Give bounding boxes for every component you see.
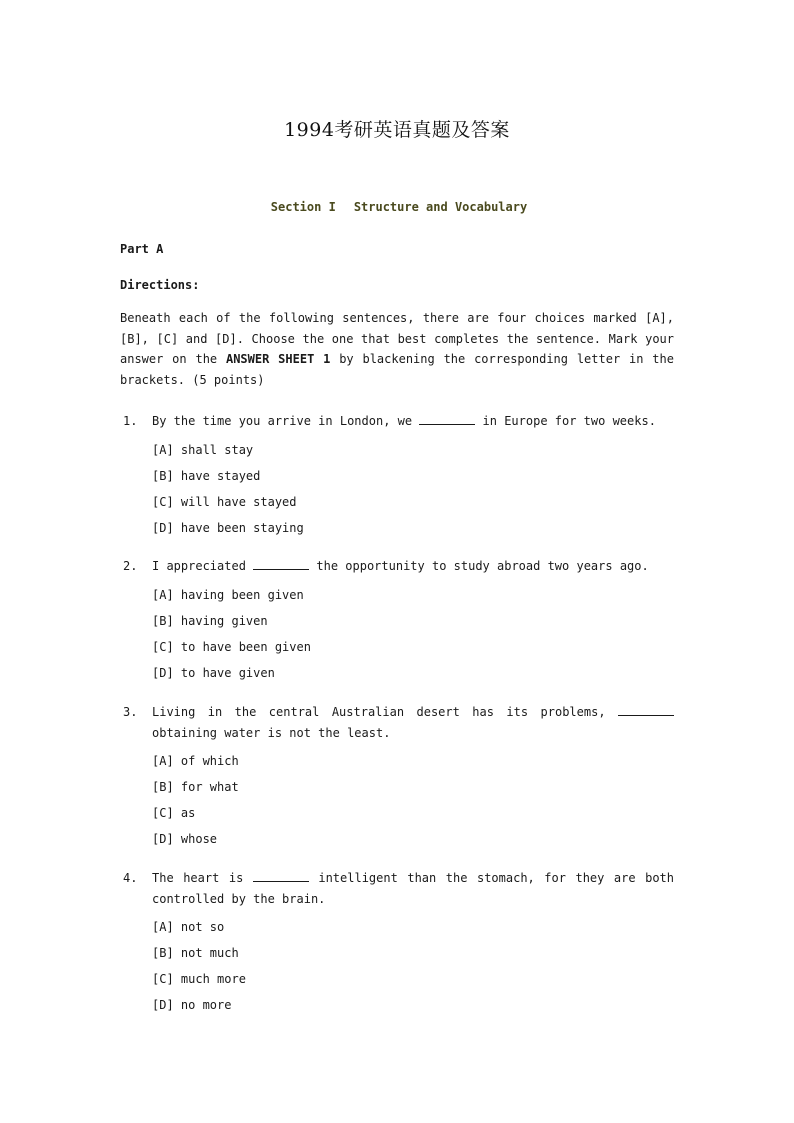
section-label: Section I — [270, 200, 336, 214]
choice-c: [C] will have stayed — [152, 494, 297, 509]
choice-a: [A] having been given — [152, 587, 304, 602]
answer-blank — [618, 704, 674, 716]
stem-text: the opportunity to study abroad two years ago. — [309, 559, 649, 573]
stem-text: By the time you arrive in London, we — [152, 414, 420, 428]
answer-blank — [253, 870, 309, 882]
answer-blank — [253, 558, 309, 570]
section-name: Structure and Vocabulary — [353, 200, 528, 214]
choice-b: [B] have stayed — [152, 468, 261, 483]
stem-text: intelligent than the stomach, for they are both controlled by the brain. — [152, 871, 675, 906]
stem-text: Living in the central Australian desert has its problems, — [152, 705, 618, 719]
choice-a: [A] of which — [152, 754, 239, 769]
directions-text-after: by blackening the corresponding letter in the brackets. (5 points) — [120, 352, 674, 387]
choice-a: [A] not so — [152, 920, 225, 935]
question-stem — [152, 868, 674, 909]
answer-sheet-label: ANSWER SHEET 1 — [225, 352, 331, 367]
stem-text: in Europe for two weeks. — [475, 414, 656, 428]
choice-list — [152, 582, 674, 686]
question-stem — [152, 411, 674, 432]
choice-a: [A] shall stay — [152, 442, 254, 457]
choice-b: [B] having given — [152, 613, 268, 628]
stem-text: The heart is — [152, 871, 253, 885]
choice-c: [C] much more — [152, 972, 246, 987]
question-2 — [120, 556, 674, 686]
choice-b: [B] for what — [152, 780, 239, 795]
choice-c: [C] to have been given — [152, 639, 311, 654]
answer-blank — [419, 413, 475, 425]
choice-d: [D] have been staying — [152, 520, 304, 535]
stem-text: obtaining water is not the least. — [152, 725, 391, 740]
directions-label: Directions: — [120, 278, 200, 292]
directions-text — [120, 308, 674, 390]
question-number: 2. — [123, 559, 138, 573]
question-stem — [152, 702, 674, 743]
choice-d: [D] whose — [152, 832, 218, 847]
choice-b: [B] not much — [152, 946, 239, 961]
choice-list — [152, 914, 674, 1018]
question-4 — [120, 868, 674, 1018]
question-number: 3. — [123, 705, 138, 719]
question-number: 1. — [123, 414, 138, 428]
part-heading: Part A — [120, 242, 164, 256]
question-3 — [120, 702, 674, 852]
page-title: 1994考研英语真题及答案 — [284, 119, 510, 141]
question-1 — [120, 411, 674, 541]
section-heading — [0, 200, 794, 214]
choice-d: [D] no more — [152, 998, 232, 1013]
choice-d: [D] to have given — [152, 665, 275, 680]
choice-list — [152, 437, 674, 541]
question-number: 4. — [123, 871, 138, 885]
question-stem — [152, 556, 674, 577]
choice-list — [152, 748, 674, 852]
directions-text-before: Beneath each of the following sentences, there are four choices marked [A], [B], [C] and [D]. Choose the one that best completes the sentence. Mark your answer on the — [120, 311, 674, 367]
stem-text: I appreciated — [152, 559, 254, 573]
choice-c: [C] as — [152, 806, 196, 821]
